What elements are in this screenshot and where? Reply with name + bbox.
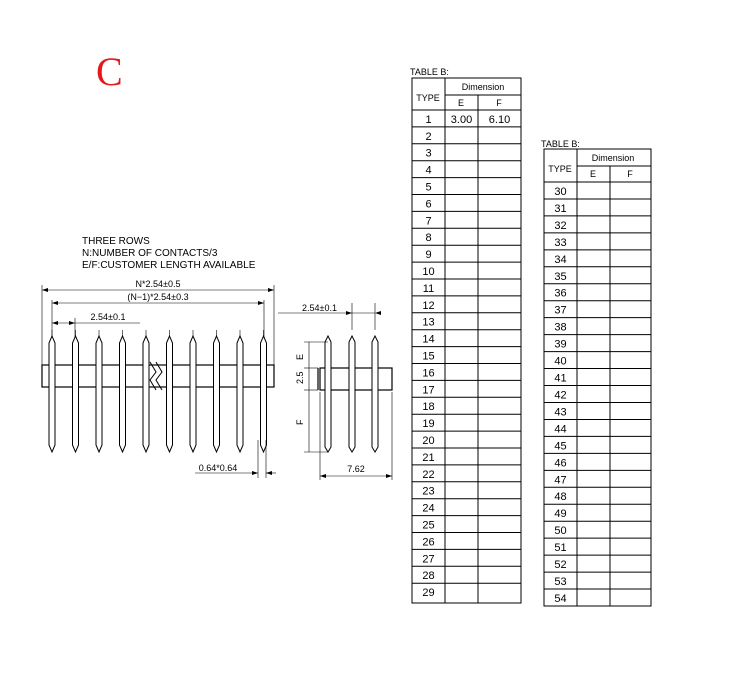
note-rows: THREE ROWS: [82, 236, 150, 247]
table-row: [412, 380, 521, 396]
row-type: 45: [554, 440, 567, 453]
row-type: 40: [554, 355, 567, 368]
table-row: [544, 216, 651, 232]
note-contacts: N:NUMBER OF CONTACTS/3: [82, 248, 218, 259]
row-type: 39: [554, 338, 567, 351]
note-custom-length: E/F:CUSTOMER LENGTH AVAILABLE: [82, 260, 256, 271]
row-type: 42: [554, 389, 567, 402]
table-row: [544, 572, 651, 588]
side-view: [278, 303, 392, 480]
row-type: 46: [554, 457, 567, 470]
table-row: [544, 267, 651, 283]
dim-row-span-label: 7.62: [347, 464, 365, 474]
row-type: 33: [554, 236, 567, 249]
table-row: [412, 195, 521, 211]
table-row: [544, 233, 651, 249]
table-row: [544, 301, 651, 317]
table-row: [412, 127, 521, 143]
table-caption: TABLE B:: [541, 139, 580, 149]
row-type: 26: [422, 536, 435, 549]
row-e-value: 3.00: [450, 113, 473, 126]
dim-overall-label: N*2.54±0.5: [135, 279, 181, 289]
dim-f-label: F: [295, 419, 305, 425]
dimension-header: Dimension: [591, 153, 635, 163]
table-row: [544, 369, 651, 385]
pin: [96, 336, 102, 452]
dimension-header: Dimension: [461, 82, 505, 92]
table-row: [544, 436, 651, 452]
row-type: 52: [554, 559, 567, 572]
pin: [261, 336, 267, 452]
table-row: [412, 516, 521, 532]
row-type: 51: [554, 542, 567, 555]
row-type: 28: [422, 570, 435, 583]
row-type: 19: [422, 418, 435, 431]
f-header: F: [627, 169, 633, 179]
table-caption: TABLE B:: [410, 67, 449, 77]
table-row: [412, 161, 521, 177]
row-type: 43: [554, 406, 567, 419]
row-type: 36: [554, 287, 567, 300]
front-view: [42, 285, 276, 478]
row-type: 47: [554, 474, 567, 487]
table-row: [544, 250, 651, 266]
row-type: 15: [422, 350, 435, 363]
table-row: [544, 386, 651, 402]
dim-n-minus-1-label: (N−1)*2.54±0.3: [127, 292, 189, 302]
table-row: [412, 296, 521, 312]
table-row: [412, 583, 521, 599]
row-type: 2: [425, 130, 432, 143]
notes-block: [82, 236, 256, 271]
pin: [349, 336, 355, 452]
pin: [73, 336, 79, 452]
table-row: [544, 589, 651, 605]
table-row: [412, 245, 521, 261]
dim-pin-label: 0.64*0.64: [198, 463, 238, 473]
f-header: F: [496, 98, 502, 108]
table-row: [412, 431, 521, 447]
row-type: 50: [554, 525, 567, 538]
row-type: 31: [554, 202, 567, 215]
row-type: 11: [422, 282, 435, 295]
table-row: [554, 186, 566, 198]
row-type: 9: [425, 249, 432, 262]
row-type: 35: [554, 270, 567, 283]
row-type: 29: [422, 587, 435, 600]
row-type: 25: [422, 519, 435, 532]
pin: [49, 336, 55, 452]
table-row: [544, 419, 651, 435]
row-type: 53: [554, 576, 567, 589]
dim-pitch-front-label: 2.54±0.1: [90, 312, 126, 322]
row-type: 8: [425, 232, 432, 245]
pin: [143, 336, 149, 452]
e-header: E: [589, 169, 597, 179]
row-type: 4: [425, 164, 432, 177]
table-row: [412, 448, 521, 464]
row-type: 6: [425, 198, 432, 211]
table-row: [544, 318, 651, 334]
pin: [120, 336, 126, 452]
table-row: [412, 533, 521, 549]
row-type: 13: [422, 316, 435, 329]
table-row: [544, 521, 651, 537]
table-row: [412, 414, 521, 430]
table-row: [412, 364, 521, 380]
table-row: [544, 402, 651, 418]
table-b-2: [541, 139, 651, 606]
table-row: [544, 284, 651, 300]
row-type: 30: [554, 185, 567, 198]
row-type: 54: [554, 593, 567, 605]
pin: [190, 336, 196, 452]
table-row: [425, 114, 510, 126]
table-row: [412, 499, 521, 515]
row-type: 17: [422, 384, 435, 397]
table-row: [412, 397, 521, 413]
table-row: [412, 211, 521, 227]
table-row: [544, 453, 651, 469]
row-type: 10: [422, 266, 435, 278]
table-row: [412, 566, 521, 582]
table-row: [412, 279, 521, 295]
row-type: 44: [554, 423, 567, 436]
table-row: [412, 313, 521, 329]
table-row: [544, 352, 651, 368]
row-type: 14: [422, 333, 435, 346]
row-type: 18: [422, 401, 435, 414]
row-type: 37: [554, 304, 567, 317]
row-type: 16: [422, 367, 435, 380]
row-type: 48: [554, 491, 567, 504]
table-row: [412, 482, 521, 498]
row-type: 21: [422, 451, 435, 464]
table-row: [544, 470, 651, 486]
row-type: 38: [554, 321, 567, 334]
e-header: E: [457, 98, 465, 108]
dim-body-height-label: 2.5: [295, 371, 305, 384]
variant-label: C: [96, 49, 123, 94]
row-type: 41: [554, 372, 567, 385]
table-row: [544, 504, 651, 520]
table-row: [412, 549, 521, 565]
row-type: 1: [425, 113, 432, 126]
row-type: 34: [554, 253, 567, 266]
row-type: 49: [554, 508, 567, 521]
table-row: [412, 262, 521, 278]
row-type: 27: [422, 553, 435, 566]
table-row: [544, 555, 651, 571]
dim-pitch-side-label: 2.54±0.1: [302, 303, 337, 313]
row-type: 5: [425, 181, 432, 194]
table-row: [544, 487, 651, 503]
row-type: 12: [422, 299, 435, 312]
type-header: TYPE: [548, 164, 572, 174]
table-row: [412, 228, 521, 244]
pin: [325, 336, 331, 452]
table-row: [412, 465, 521, 481]
pin: [167, 336, 173, 452]
table-row: [544, 199, 651, 215]
table-row: [412, 144, 521, 160]
row-type: 23: [422, 485, 435, 498]
row-type: 3: [425, 147, 432, 160]
row-type: 20: [422, 435, 435, 447]
pin: [372, 336, 378, 452]
table-row: [412, 347, 521, 363]
table-row: [544, 335, 651, 351]
dim-e-label: E: [295, 353, 305, 360]
row-type: 22: [422, 468, 435, 481]
table-row: [412, 330, 521, 346]
type-header: TYPE: [416, 93, 440, 103]
pin: [237, 336, 243, 452]
table-b-1: [410, 67, 521, 603]
row-f-value: 6.10: [488, 113, 511, 126]
row-type: 7: [425, 215, 432, 228]
table-row: [544, 538, 651, 554]
pin: [214, 336, 220, 452]
table-row: [412, 178, 521, 194]
row-type: 32: [554, 219, 567, 232]
row-type: 24: [422, 502, 435, 515]
